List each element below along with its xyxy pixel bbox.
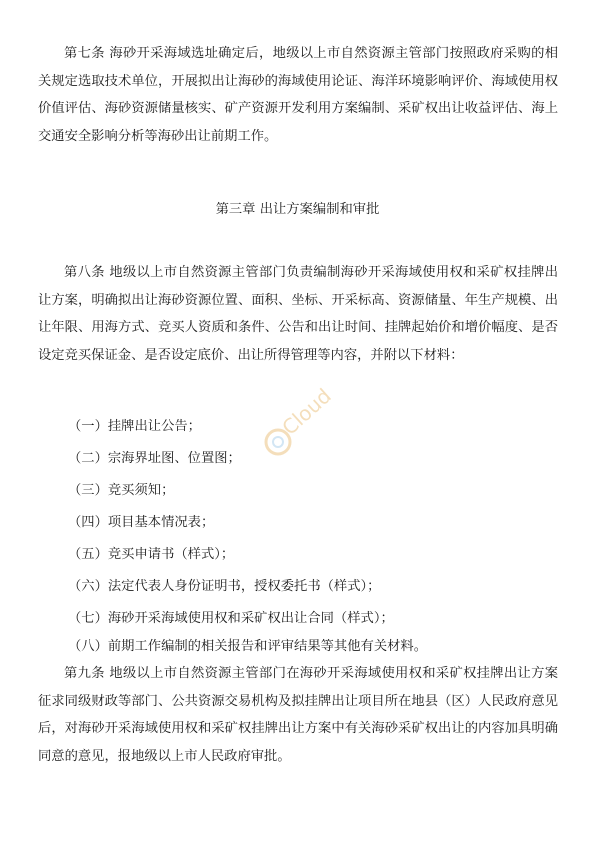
article-8-paragraph: 第八条 地级以上市自然资源主管部门负责编制海砂开采海域使用权和采矿权挂牌出让方案，明确拟出让海砂资源位置、面积、坐标、开采标高、资源储量、年生产规模、出让年限、用海方式、竞买人资质和条件、公告和出让时间、挂牌起始价和增价幅度、是否设定竞买保证金、是否设定底价、出让所得管理等内容，并附以下材料：	[38, 265, 558, 363]
article-7-paragraph: 第七条 海砂开采海域选址确定后，地级以上市自然资源主管部门按照政府采购的相关规定选取技术单位，开展拟出让海砂的海域使用论证、海洋环境影响评价、海域使用权价值评估、海砂资源储量核实、矿产资源开发利用方案编制、采矿权出让收益评估、海上交通安全影响分析等海砂出让前期工作。	[38, 46, 558, 144]
list-item: （三）竞买须知；	[68, 483, 175, 498]
svg-text:Cloud: Cloud	[277, 383, 336, 440]
list-item: （七）海砂开采海域使用权和采矿权出让合同（样式）；	[68, 611, 394, 626]
list-item: （六）法定代表人身份证明书，授权委托书（样式）；	[68, 579, 381, 594]
cloud-logo-icon	[258, 382, 348, 462]
list-item: （一）挂牌出让公告；	[68, 419, 201, 434]
list-item: （八）前期工作编制的相关报告和评审结果等其他有关材料。	[68, 639, 428, 654]
list-item: （四）项目基本情况表；	[68, 515, 215, 530]
article-9-paragraph: 第九条 地级以上市自然资源主管部门在海砂开采海域使用权和采矿权挂牌出让方案征求同级财政等部门、公共资源交易机构及拟挂牌出让项目所在地县（区）人民政府意见后，对海砂开采海域使用权和采矿权挂牌出让方案中有关海砂采矿权出让的内容加具明确同意的意见，报地级以上市人民政府审批。	[38, 666, 558, 764]
list-item: （二）宗海界址图、位置图；	[68, 451, 241, 466]
list-item: （五）竞买申请书（样式）；	[68, 547, 235, 562]
chapter-3-title: 第三章 出让方案编制和审批	[215, 202, 380, 217]
